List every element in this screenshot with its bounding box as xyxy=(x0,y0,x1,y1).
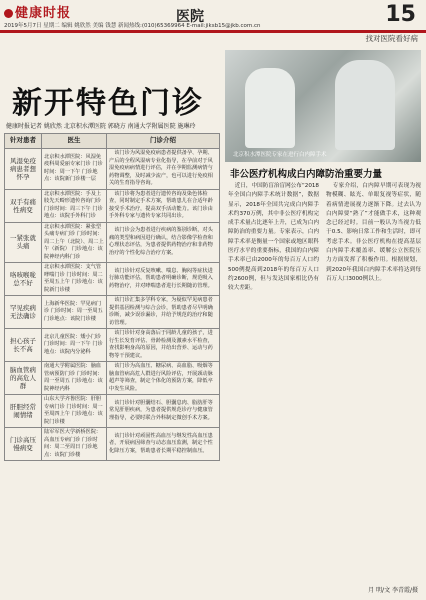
table-cell-feature: 该门诊针对反复咳嗽、喘息、胸闷等症状进行肺功能评估，帮助患者明确诊断，规范吸入药物治疗，并对哮喘患者进行长期随访管理。 xyxy=(107,263,220,296)
article-paragraph: 专家介绍，白内障早期可表现为视物模糊、眩光、单眼复视等症状，随着病情进展视力逐渐下降。过去认为白内障要“熟了”才能做手术，这种观念已经过时。目前一般认为当视力低于0.5、影响日常工作和生活时，即可考虑手术。非公医疗机构在提高基层白内障手术覆盖率、缓解公立医院压力方面发挥了积极作用。根据规划，到2020年我国白内障手术率将达到每百万人口3000例以上。 xyxy=(326,183,421,282)
article-column xyxy=(228,182,319,590)
table-cell-category: 门诊高压慢病变 xyxy=(5,428,42,461)
photo-caption: 北京积水潭医院专家在进行白内障手术 xyxy=(233,152,327,158)
table-cell-category: 担心孩子长不高 xyxy=(5,329,42,362)
table-cell-feature: 该门诊将为患者进行遗传咨询及染色体检查，同时制定手术方案，帮助患儿在合适年龄接受手术治疗，提高双手活动能力。该门诊由手外科专家与遗传专家共同出诊。 xyxy=(107,189,220,222)
table-cell-doctor: 陆军军医大学新桥医院：高血压专病门诊 门诊时间：周二至周日 门诊地点：该院门诊楼 xyxy=(42,428,107,461)
table-cell-doctor: 北京积水潭医院：手及上肢先天畸形遗传咨询门诊 门诊时间：周三下午 门诊地点：该院手外科门诊 xyxy=(42,189,107,222)
table-row xyxy=(5,149,220,190)
table-cell-category: 脑血管病的高危人群 xyxy=(5,362,42,395)
table-row xyxy=(5,222,220,263)
section-tagline: 找对医院看好病 xyxy=(365,34,418,43)
section-title: 医院 xyxy=(176,9,204,25)
table-cell-category: 罕见疾病无法确诊 xyxy=(5,296,42,329)
clinic-table xyxy=(4,133,220,461)
table-header: 门诊介绍 xyxy=(107,134,220,149)
dateline: 2019年5月7日 星期二 编辑 姚欣然 美编 钱慧 新闻热线:(010)65369964 E-mail:jiksb15@jkb.com.cn xyxy=(4,23,261,29)
byline: 健康时报记者 姚欣然 北京积水潭医院 郭晓方 南通大学附属医院 施琳玲 xyxy=(6,123,196,130)
table-cell-feature: 该门诊为高血压、糖尿病、高血脂、吸烟等脑血管病高危人群进行风险评估，开展颈动脉超声等筛查，制定个体化的预防方案，降低卒中发生风险。 xyxy=(107,362,220,395)
table-cell-category: 风湿免疫病患者想怀孕 xyxy=(5,149,42,190)
table-cell-doctor: 北京积水潭医院：风湿免疫科周爱丽专家门诊 门诊时间：周一下午 门诊地点：该院新门诊楼一层 xyxy=(42,149,107,190)
table-cell-feature: 该门诊为风湿免疫病患者提供备孕、孕期、产后的全程风湿病专业化指导，在孕前对于风湿免疫病病情进行评估，并在孕期监测病情与药物调整，及时减少流产，也可以进行免疫相关的生育指导咨询。 xyxy=(107,149,220,190)
table-cell-feature: 该门诊针对身高落后于同龄儿童的孩子，进行生长发育评估、骨龄检测及激素水平检查，查找影响身高的原因，并给出营养、运动与药物等干预建议。 xyxy=(107,329,220,362)
table-cell-doctor: 北京积水潭医院：支气管哮喘门诊 门诊时间：周二至周五上午 门诊地点：该院新门诊楼 xyxy=(42,263,107,296)
masthead xyxy=(4,2,71,21)
table-row xyxy=(5,296,220,329)
table-cell-feature: 该门诊汇集多学科专家，为疑似罕见病患者提供基因检测与综合会诊，帮助患者尽早明确诊断，减少误诊漏诊，并给予规范的治疗和随访管理。 xyxy=(107,296,220,329)
table-cell-feature: 该门诊会为患者进行疾病的鉴别诊断，对头痛的类型和病因进行确认，结合影像学检查和心理状态评估，为患者提供药物治疗和非药物治疗的个性化综合治疗方案。 xyxy=(107,222,220,263)
photo-figure xyxy=(335,60,395,150)
table-row xyxy=(5,263,220,296)
table-cell-category: 肝胆经常闹情绪 xyxy=(5,395,42,428)
table-cell-doctor: 南通大学附属医院：脑血管病预防门诊 门诊时间：周一至周五 门诊地点：该院神经内科 xyxy=(42,362,107,395)
masthead-title: 健康时报 xyxy=(15,6,72,21)
table-cell-feature: 该门诊针对顽固性高血压与继发性高血压患者，开展病因筛查与动态血压监测，制定个性化降压方案，帮助患者长期平稳控制血压。 xyxy=(107,428,220,461)
table-cell-doctor: 上海新华医院：罕见病门诊 门诊时间：周一至周五 门诊地点：该院门诊楼 xyxy=(42,296,107,329)
table-cell-category: 咯咳喉咙总不好 xyxy=(5,263,42,296)
page-number: 15 xyxy=(385,2,416,27)
page-header xyxy=(0,0,426,44)
newspaper-logo-icon xyxy=(4,9,13,18)
table-cell-category: 双手有痛性病变 xyxy=(5,189,42,222)
table-cell-category: 一紧张就头痛 xyxy=(5,222,42,263)
table-header: 针对患者 xyxy=(5,134,42,149)
table-header-row xyxy=(5,134,220,149)
table-row xyxy=(5,189,220,222)
table-cell-feature: 该门诊针对胆囊结石、胆囊息肉、脂肪肝等常见肝胆疾病，为患者提供规范诊疗与健康管理指导，必要时联合外科制定微创手术方案。 xyxy=(107,395,220,428)
table-row xyxy=(5,428,220,461)
header-divider xyxy=(0,30,426,33)
table-cell-doctor: 北京积水潭医院：紧张型头痛专病门诊 门诊时间：周二上午（北院）、周二上午（新院） 门诊地点：该院神经内科门诊 xyxy=(42,222,107,263)
article-title: 非公医疗机构成白内障防治重要力量 xyxy=(230,169,383,180)
table-cell-doctor: 山东大学齐鲁医院：肝胆专病门诊 门诊时间：周一至周四上午 门诊地点：该院门诊楼 xyxy=(42,395,107,428)
table-row xyxy=(5,395,220,428)
page-headline: 新开特色门诊 xyxy=(12,86,204,121)
photo-figure xyxy=(245,68,295,148)
table-cell-doctor: 北京儿童医院：矮小门诊 门诊时间：周一下午 门诊地点：该院内分泌科 xyxy=(42,329,107,362)
article-paragraph: 近日，中国防盲治盲网公布“2018年全国白内障手术统计数据”，数据显示，2018年全国共完成白内障手术约370万例，其中非公医疗机构完成手术量占比逐年上升，已成为白内障防治的重要力量。专家表示，白内障手术率是衡量一个国家或地区眼科医疗水平的重要指标，我国的白内障手术率已由2000年的每百万人口约500例提高到2018年的每百万人口约2600例，但与发达国家相比仍有较大差距。 xyxy=(228,183,319,292)
article-author: 月 明/文 李青霞/摄 xyxy=(368,587,418,594)
table-row xyxy=(5,362,220,395)
table-header: 医生 xyxy=(42,134,107,149)
article-column xyxy=(326,182,421,590)
surgery-photo xyxy=(225,50,421,162)
table-row xyxy=(5,329,220,362)
